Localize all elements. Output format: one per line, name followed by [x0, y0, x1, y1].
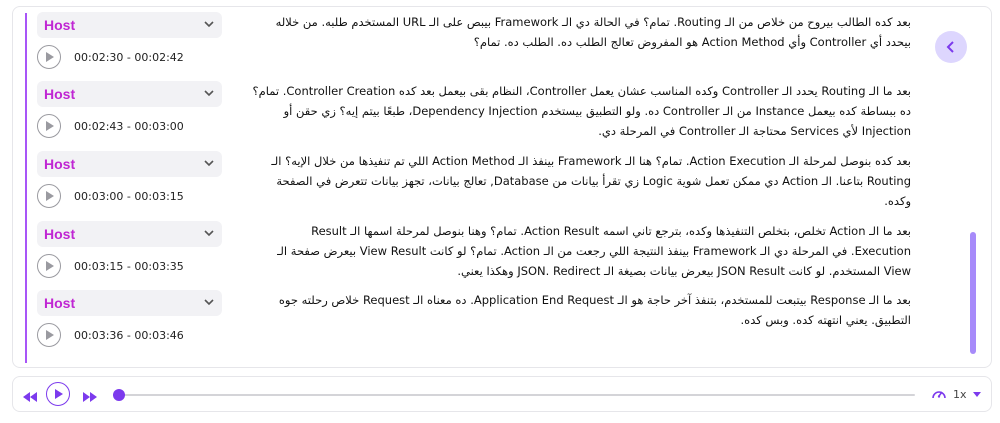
segment-timecode: 00:03:15 - 00:03:35 [74, 260, 184, 273]
chevron-down-icon [202, 295, 216, 309]
fast-forward-icon [83, 392, 97, 402]
chevron-down-icon [202, 17, 216, 31]
rewind-button[interactable] [23, 389, 37, 407]
caret-down-icon[interactable] [973, 392, 981, 397]
segment-timecode: 00:03:36 - 00:03:46 [74, 329, 184, 342]
transcript-segment [13, 221, 933, 287]
play-icon [45, 260, 55, 272]
audio-player [12, 376, 992, 412]
speaker-dropdown[interactable] [37, 151, 222, 177]
segment-play-button[interactable] [37, 184, 61, 208]
speaker-name: Host [44, 17, 76, 33]
speaker-name: Host [44, 156, 76, 172]
speedometer-icon [931, 387, 947, 401]
rewind-icon [23, 392, 37, 402]
play-icon [45, 51, 55, 63]
play-button[interactable] [46, 382, 70, 406]
chevron-down-icon [202, 156, 216, 170]
segment-text: بعد كده الطالب بيروح من خلاص من الـ Routing. تمام؟ في الحالة دي الـ Framework بيبص على الـ URL المستخدم طلبه. من خلاله بيحدد أي Controller وأي Action Method هو المفروض تعالج الطلب ده. الطلب ده. تمام؟ [275, 15, 911, 49]
segment-play-button[interactable] [37, 254, 61, 278]
transcript-segment [13, 12, 933, 78]
segment-text: بعد ما الـ Routing يحدد الـ Controller وكده المناسب عشان يعمل Controller، النظام بقى بيعمل بعد كده Controller Creation. تمام؟ ده ببساطة كده بيعمل Instance من الـ Controller ده. ولو التطبيق بيستخدم Dependency Injection، طبعًا بيتم إيه؟ زي حقن أو Injection لأي Services محتاجة الـ Controller في المرحلة دي. [252, 84, 911, 138]
chevron-down-icon [202, 226, 216, 240]
segment-timecode: 00:03:00 - 00:03:15 [74, 190, 184, 203]
play-icon [45, 120, 55, 132]
speaker-dropdown[interactable] [37, 221, 222, 247]
chevron-left-icon [945, 40, 957, 54]
transcript-segment [13, 151, 933, 217]
speaker-dropdown[interactable] [37, 290, 222, 316]
transcript-panel [12, 6, 992, 368]
speaker-dropdown[interactable] [37, 81, 222, 107]
play-icon [45, 329, 55, 341]
segment-text: بعد ما الـ Response بيتبعت للمستخدم، بتنفذ آخر حاجة هو الـ Application End Request. ده معناه الـ Request خلاص رحلته جوه التطبيق. يعني انتهته كده. وبس كده. [278, 293, 911, 327]
progress-track[interactable] [113, 394, 915, 396]
segment-timecode: 00:02:30 - 00:02:42 [74, 51, 184, 64]
segment-timecode: 00:02:43 - 00:03:00 [74, 120, 184, 133]
segment-play-button[interactable] [37, 323, 61, 347]
speaker-name: Host [44, 226, 76, 242]
playback-speed-button[interactable] [931, 387, 947, 406]
speaker-name: Host [44, 295, 76, 311]
segment-text: بعد كده بنوصل لمرحلة الـ Action Execution. تمام؟ هنا الـ Framework بينفذ الـ Action Method اللي تم تنفيذها من خلال الإيه؟ الـ Routing بتاعنا. الـ Action دي ممكن تعمل شوية Logic زي تقرأ بيانات من Database, تعالج بيانات، تجهز بيانات تتعرض في الصفحة وكده. [271, 154, 911, 208]
fast-forward-button[interactable] [83, 389, 97, 407]
speaker-dropdown[interactable] [37, 12, 222, 38]
transcript-segment [13, 81, 933, 147]
play-icon [45, 190, 55, 202]
segment-play-button[interactable] [37, 45, 61, 69]
play-icon [54, 388, 64, 400]
speaker-name: Host [44, 86, 76, 102]
transcript-scrollbar[interactable] [970, 232, 976, 354]
chevron-down-icon [202, 86, 216, 100]
progress-thumb[interactable] [113, 389, 125, 401]
back-button[interactable] [935, 31, 967, 63]
segment-text: بعد ما الـ Action تخلص، بتخلص التنفيذها وكده، بترجع تاني اسمه Action Result. تمام؟ وهنا بنوصل لمرحلة اسمها الـ Result Execution. في المرحلة دي الـ Framework بينفذ النتيجة اللي رجعت من الـ Action. تمام؟ لو كانت View Result بيعرض صفحة الـ View المستخدم. لو كانت JSON Result بيعرض بيانات بصيغة الـ JSON. Redirect وهكذا يعني. [277, 224, 911, 278]
playback-speed-value[interactable]: 1x [953, 388, 967, 401]
transcript-segment [13, 290, 933, 356]
segment-play-button[interactable] [37, 114, 61, 138]
